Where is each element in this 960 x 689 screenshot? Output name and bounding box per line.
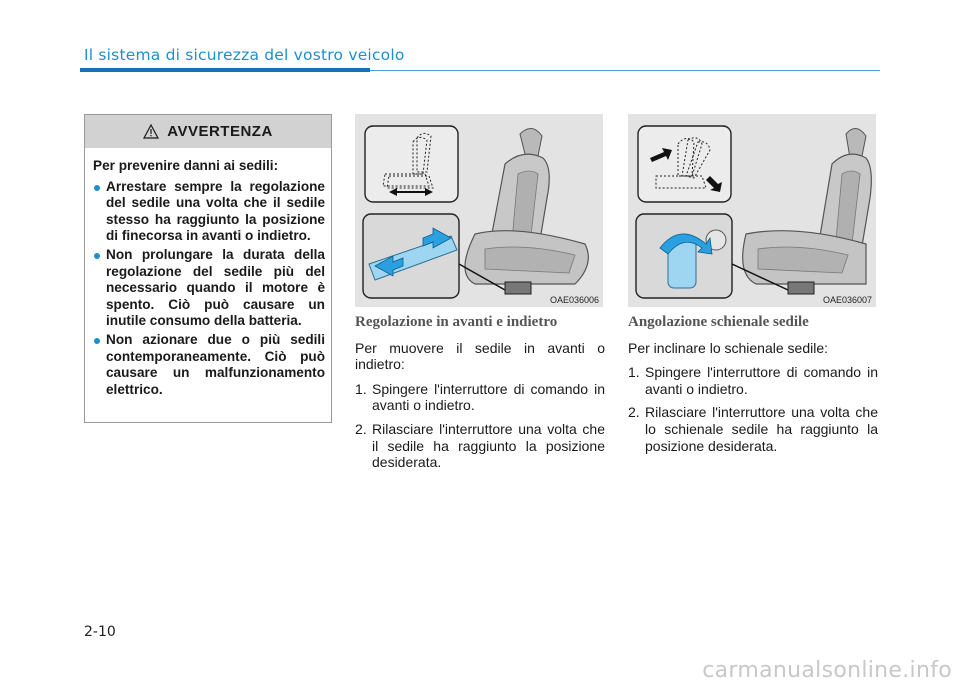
warning-header	[85, 115, 331, 148]
step-number: 2.	[355, 420, 367, 437]
seat-slide-illustration	[355, 114, 603, 307]
step-item	[355, 381, 605, 414]
step-number: 1.	[355, 380, 367, 397]
step-item	[355, 421, 605, 471]
figure-code: OAE036007	[822, 295, 872, 305]
seatback-angle-section	[628, 314, 878, 461]
seatback-recline-illustration	[628, 114, 876, 307]
forward-backward-section	[355, 314, 605, 478]
header-rule-light	[370, 70, 880, 72]
seat-icon	[465, 128, 588, 284]
section-intro: Per inclinare lo schienale sedile:	[628, 339, 828, 356]
figure-code: OAE036006	[549, 295, 599, 305]
warning-item: Arrestare sempre la regolazione del sedile una volta che il sedile stesso ha raggiunto la posizione di finecorsa in avanti o indietro.	[93, 179, 325, 245]
section-heading: Angolazione schienale sedile	[628, 314, 809, 330]
watermark-text: carmanualsonline.info	[702, 658, 952, 683]
step-text: Rilasciare l'interruttore una volta che il sedile ha raggiunto la posizione desiderata.	[372, 420, 605, 471]
warning-triangle-icon	[143, 124, 159, 139]
step-item	[628, 404, 878, 454]
warning-item: Non prolungare la durata della regolazione del sedile più del necessario quando il motore è spento. Ciò può causare un inutile consumo della batteria.	[93, 247, 325, 330]
page-header-title: Il sistema di sicurezza del vostro veicolo	[84, 46, 405, 64]
warning-intro: Per prevenire danni ai sedili:	[93, 158, 279, 173]
warning-box	[84, 114, 332, 423]
step-text: Spingere l'interruttore di comando in avanti o indietro.	[645, 364, 878, 397]
step-number: 1.	[628, 364, 640, 381]
page-number: 2-10	[84, 624, 116, 640]
step-item	[628, 364, 878, 397]
seat-icon	[743, 128, 872, 284]
step-text: Spingere l'interruttore di comando in avanti o indietro.	[372, 380, 605, 414]
section-heading: Regolazione in avanti e indietro	[355, 314, 558, 330]
step-text: Rilasciare l'interruttore una volta che lo schienale sedile ha raggiunto la posizione desiderata.	[645, 404, 878, 454]
warning-title: AVVERTENZA	[167, 123, 273, 140]
warning-item: Non azionare due o più sedili contemporaneamente. Ciò può causare un malfunzionamento elettrico.	[93, 332, 325, 398]
section-intro: Per muovere il sedile in avanti o indietro:	[355, 339, 605, 373]
seatback-recline-drawing	[628, 114, 876, 307]
seat-slide-drawing	[355, 114, 603, 307]
step-number: 2.	[628, 404, 640, 421]
header-rule-dark	[80, 68, 370, 72]
